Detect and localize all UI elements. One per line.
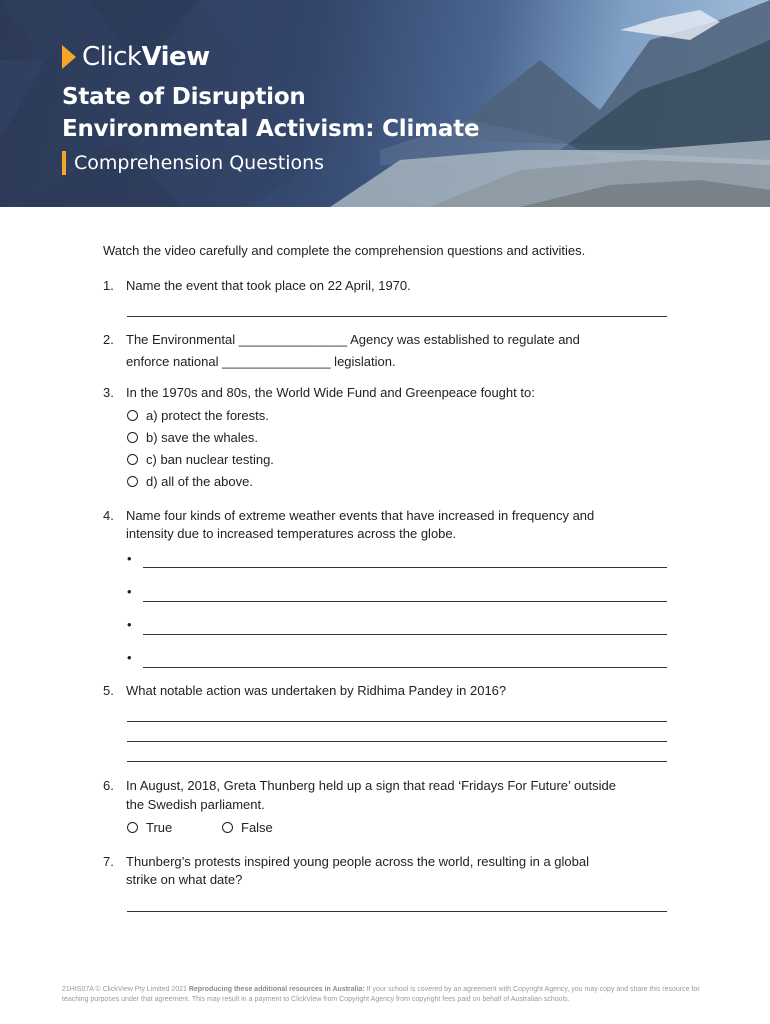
answer-line[interactable]: [127, 316, 667, 317]
footer-bold: Reproducing these additional resources in Australia:: [188, 986, 365, 993]
option-b[interactable]: [127, 428, 258, 446]
question-text-line-1: The Environmental _______________ Agency was established to regulate and: [126, 332, 580, 347]
header-banner: [0, 0, 770, 207]
option-label: True: [146, 819, 173, 835]
answer-line[interactable]: [143, 667, 667, 668]
answer-line[interactable]: [143, 567, 667, 568]
question-number: 4.: [103, 508, 114, 523]
radio-circle-icon[interactable]: [127, 410, 138, 421]
option-true[interactable]: [127, 818, 172, 836]
title-line-1: State of Disruption: [62, 84, 306, 110]
logo-text-click: Click: [82, 42, 142, 72]
answer-line[interactable]: [143, 601, 667, 602]
question-text-line-1: In August, 2018, Greta Thunberg held up a sign that read ‘Fridays For Future’ outside: [126, 778, 616, 793]
answer-line[interactable]: [127, 761, 667, 762]
question-text-line-1: Thunberg’s protests inspired young people across the world, resulting in a global: [126, 854, 589, 869]
option-false[interactable]: [222, 818, 273, 836]
answer-line[interactable]: [127, 741, 667, 742]
question-text-line-2: intensity due to increased temperatures across the globe.: [126, 526, 457, 541]
subtitle-text: Comprehension Questions: [74, 152, 325, 174]
option-label: d) all of the above.: [146, 473, 253, 489]
option-c[interactable]: [127, 450, 274, 468]
bullet-3: •: [127, 617, 132, 632]
accent-bar: [62, 151, 66, 175]
question-number: 6.: [103, 778, 114, 793]
subtitle: [62, 150, 324, 176]
radio-circle-icon[interactable]: [127, 476, 138, 487]
option-label: a) protect the forests.: [146, 407, 269, 423]
question-number: 1.: [103, 278, 114, 293]
footer-rest: If your school is covered by an agreement with Copyright Agency, you may copy and share this resource for teaching purposes under that agreement. This may result in a payment to ClickView from Copyright Agency from copyright fees paid on behalf of Australian schools.: [62, 986, 700, 1003]
logo-text-view: View: [141, 42, 210, 72]
bullet-4: •: [127, 650, 132, 665]
question-text: What notable action was undertaken by Ridhima Pandey in 2016?: [126, 683, 507, 698]
radio-circle-icon[interactable]: [127, 822, 138, 833]
option-label: False: [241, 819, 273, 835]
option-label: c) ban nuclear testing.: [146, 451, 274, 467]
footer-copyright: [62, 985, 722, 1005]
question-text-line-1: Name four kinds of extreme weather events that have increased in frequency and: [126, 508, 595, 523]
question-number: 7.: [103, 854, 114, 869]
answer-line[interactable]: [127, 911, 667, 912]
question-text: Name the event that took place on 22 April, 1970.: [126, 278, 411, 293]
radio-circle-icon[interactable]: [127, 432, 138, 443]
answer-line[interactable]: [143, 634, 667, 635]
question-text-line-2: enforce national _______________ legislation.: [126, 354, 396, 369]
question-number: 5.: [103, 683, 114, 698]
question-number: 3.: [103, 385, 114, 400]
title-line-2: Environmental Activism: Climate: [62, 116, 480, 142]
question-text: In the 1970s and 80s, the World Wide Fund and Greenpeace fought to:: [126, 385, 535, 400]
question-text-line-2: strike on what date?: [126, 872, 243, 887]
bullet-2: •: [127, 584, 132, 599]
bullet-1: •: [127, 551, 132, 566]
play-icon: [62, 45, 76, 69]
clickview-logo: [62, 42, 210, 72]
instructions: Watch the video carefully and complete the comprehension questions and activities.: [103, 243, 586, 258]
answer-line[interactable]: [127, 721, 667, 722]
option-d[interactable]: [127, 472, 253, 490]
question-number: 2.: [103, 332, 114, 347]
radio-circle-icon[interactable]: [222, 822, 233, 833]
radio-circle-icon[interactable]: [127, 454, 138, 465]
option-a[interactable]: [127, 406, 269, 424]
footer-prefix: 21HIS07A © ClickView Pty Limited 2021: [62, 986, 189, 993]
question-text-line-2: the Swedish parliament.: [126, 797, 265, 812]
option-label: b) save the whales.: [146, 429, 259, 445]
